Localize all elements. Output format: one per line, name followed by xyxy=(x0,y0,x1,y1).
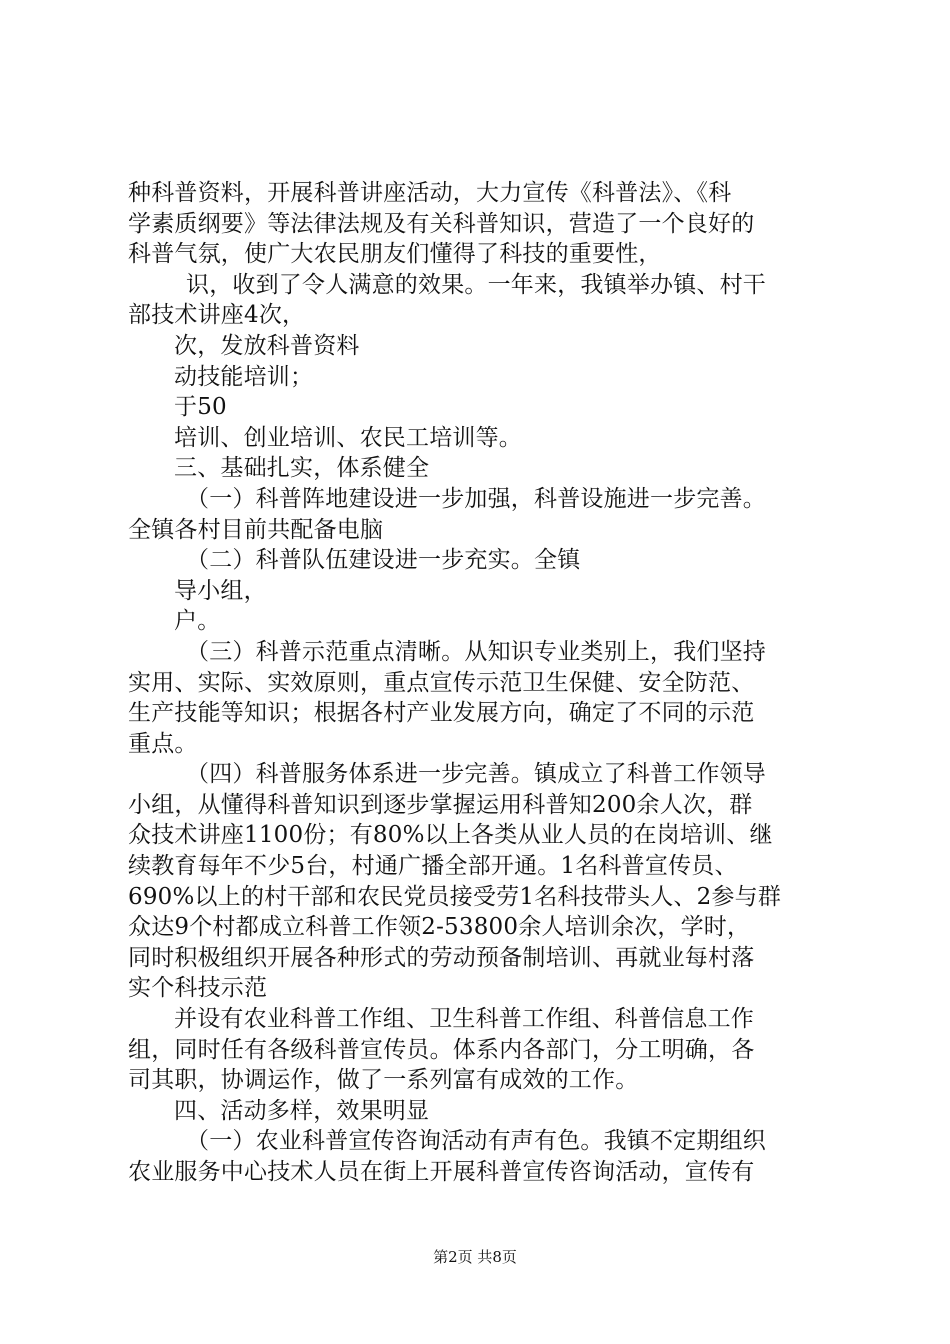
text-line: 种科普资料，开展科普讲座活动，大力宣传《科普法》、《科 xyxy=(128,180,732,206)
text-line: 户。 xyxy=(174,608,221,635)
text-line: 培训、创业培训、农民工培训等。 xyxy=(174,424,522,451)
text-line: 司其职，协调运作，做了一系列富有成效的工作。 xyxy=(128,1067,639,1094)
text-line: 实个科技示范 xyxy=(128,975,268,1002)
text-line: 科普气氛，使广大农民朋友们懂得了科技的重要性， xyxy=(128,241,662,268)
text-line: 全镇各村目前共配备电脑 xyxy=(128,516,384,543)
text-line: （二）科普队伍建设进一步充实。全镇 xyxy=(186,547,581,574)
text-line: 识，收到了令人满意的效果。一年来，我镇举办镇、村干 xyxy=(186,271,766,298)
text-line: 部技术讲座4次， xyxy=(128,302,306,329)
text-line: 并设有农业科普工作组、卫生科普工作组、科普信息工作 xyxy=(174,1006,754,1033)
text-line: （四）科普服务体系进一步完善。镇成立了科普工作领导 xyxy=(186,761,766,788)
text-line: 生产技能等知识；根据各村产业发展方向，确定了不同的示范 xyxy=(128,700,755,727)
text-line: （一）科普阵地建设进一步加强，科普设施进一步完善。 xyxy=(186,485,766,512)
text-line: （一）农业科普宣传咨询活动有声有色。我镇不定期组织 xyxy=(186,1128,766,1155)
text-line: 实用、实际、实效原则，重点宣传示范卫生保健、安全防范、 xyxy=(128,669,755,696)
text-line: 三、基础扎实，体系健全 xyxy=(174,455,430,482)
text-line: 动技能培训； xyxy=(174,363,314,390)
text-line: 导小组， xyxy=(174,577,267,604)
text-line: 重点。 xyxy=(128,730,198,757)
text-line: 农业服务中心技术人员在街上开展科普宣传咨询活动，宣传有 xyxy=(128,1159,755,1185)
text-line: 同时积极组织开展各种形式的劳动预备制培训、再就业每村落 xyxy=(128,944,755,971)
text-line: 组，同时任有各级科普宣传员。体系内各部门，分工明确，各 xyxy=(128,1036,755,1063)
text-line: 690%以上的村干部和农民党员接受劳1名科技带头人、2参与群 xyxy=(128,883,782,910)
text-line: 小组，从懂得科普知识到逐步掌握运用科普知200余人次，群 xyxy=(128,791,753,818)
document-body xyxy=(128,178,838,1188)
text-line: 四、活动多样，效果明显 xyxy=(174,1097,430,1124)
page-footer: 第2页 共8页 xyxy=(433,1248,517,1266)
text-line: （三）科普示范重点清晰。从知识专业类别上，我们坚持 xyxy=(186,638,766,665)
text-line: 于50 xyxy=(174,394,227,421)
text-line: 续教育每年不少5台，村通广播全部开通。1名科普宣传员、 xyxy=(128,853,738,880)
text-line: 众达9个村都成立科普工作领2-53800余人培训余次，学时， xyxy=(128,914,751,941)
text-line: 次，发放科普资料 xyxy=(174,332,360,359)
text-line: 学素质纲要》等法律法规及有关科普知识，营造了一个良好的 xyxy=(128,210,755,237)
text-line: 众技术讲座1100份；有80%以上各类从业人员的在岗培训、继 xyxy=(128,822,773,849)
